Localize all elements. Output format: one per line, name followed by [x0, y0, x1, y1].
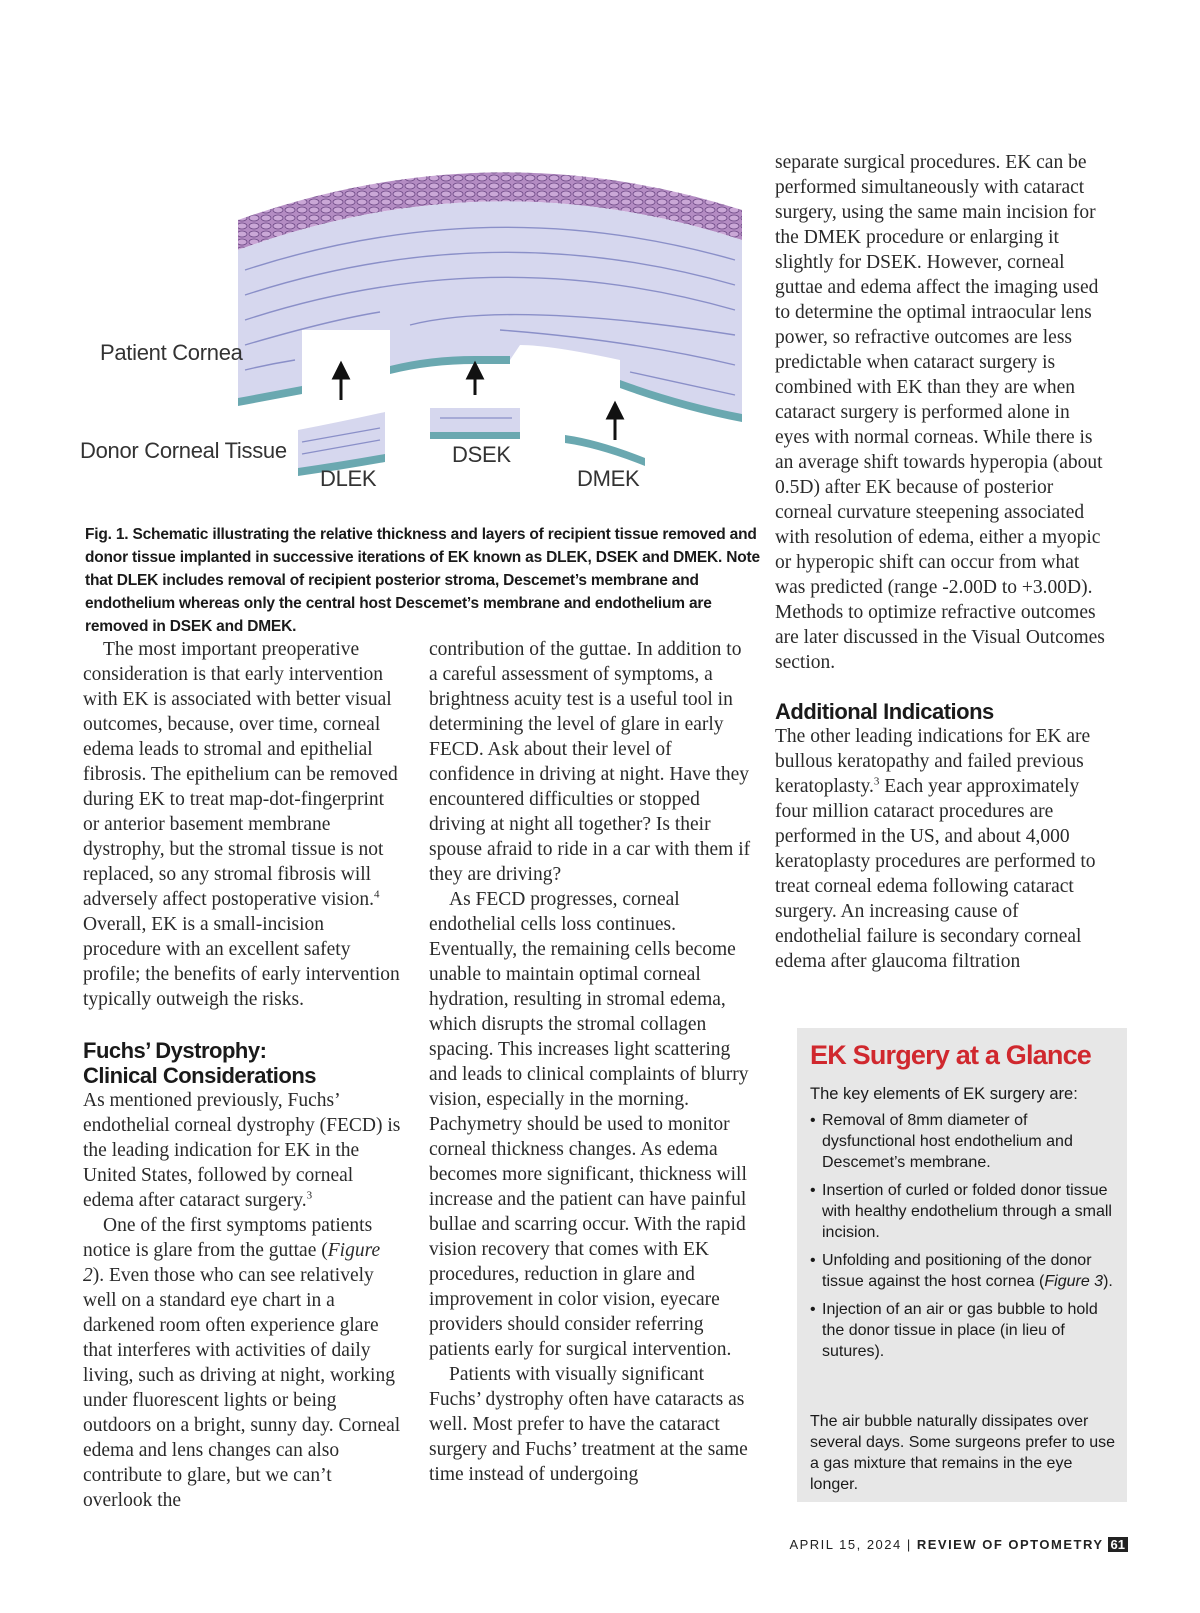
list-item: • Unfolding and positioning of the donor tissue against the host cornea (Figure 3).	[810, 1250, 1115, 1292]
paragraph: separate surgical procedures. EK can be performed simultaneously with cataract surgery, using the same main incision for the DMEK procedure or enlarging it slightly for DSEK. However, corneal guttae and edema affect the imaging used to determine the optimal intraocular lens power, so refractive outcomes are less predictable when cataract surgery is combined with EK than they are when cataract surgery is performed alone in eyes with normal corneas. While there is an average shift towards hyperopia (about 0.5D) after EK because of posterior corneal curvature steepening associated with resolution of edema, either a myopic or hyperopic shift can occur from what was predicted (range -2.00D to +3.00D). Methods to optimize refractive outcomes are later discussed in the Visual Outcomes section.	[775, 152, 1105, 673]
paragraph: As FECD progresses, corneal endothelial cells loss continues. Eventually, the remaining cells become unable to maintain optimal corneal hydration, resulting in stromal edema, which disrupts the stromal collagen spacing. This increases light scattering and leads to clinical complaints of blurry vision, especially in the morning. Pachymetry should be used to monitor corneal thickness changes. As edema becomes more significant, thickness will increase and the patient can have painful bullae and scarring occur. With the rapid vision recovery that comes with EK procedures, reduction in glare and improvement in color vision, eyecare providers should consider referring patients early for surgical intervention.	[429, 889, 749, 1360]
list-item: • Removal of 8mm diameter of dysfunctional host endothelium and Descemet’s membrane.	[810, 1110, 1115, 1173]
page-number: 61	[1108, 1537, 1128, 1552]
label-dmek: DMEK	[577, 466, 640, 491]
column-1	[83, 637, 405, 1513]
label-donor-tissue: Donor Corneal Tissue	[80, 438, 287, 463]
sidebar-outro: The air bubble naturally dissipates over several days. Some surgeons prefer to use a gas mixture that remains in the eye longer.	[810, 1413, 1116, 1493]
list-item: • Insertion of curled or folded donor tissue with healthy endothelium through a small incision.	[810, 1180, 1115, 1243]
sidebar-intro: The key elements of EK surgery are:	[810, 1085, 1078, 1103]
column-3	[775, 150, 1105, 974]
stroma-layer	[238, 201, 742, 418]
footer-publication: REVIEW OF OPTOMETRY	[916, 1537, 1104, 1552]
figure-caption: Fig. 1. Schematic illustrating the relative thickness and layers of recipient tissue removed and donor tissue implanted in successive iterations of EK known as DLEK, DSEK and DMEK. Note that DLEK includes removal of recipient posterior stroma, Descemet’s membrane and endothelium whereas only the central host Descemet’s membrane and endothelium are removed in DSEK and DMEK.	[85, 526, 760, 635]
paragraph: The most important preoperative consideration is that early intervention with EK is associated with better visual outcomes, because, over time, corneal edema leads to stromal and epithelial fibrosis. The epithelium can be removed during EK to treat map-dot-fingerprint or anterior basement membrane dystrophy, but the stromal tissue is not replaced, so any stromal fibrosis will adversely affect postoperative vision.$^4$ Overall, EK is a small-incision procedure with an excellent safety profile; the benefits of early intervention typically outweigh the risks.	[83, 639, 400, 1010]
sidebar-title: EK Surgery at a Glance	[810, 1040, 1092, 1070]
section-heading: Additional Indications	[775, 699, 994, 724]
sidebar-box	[797, 1028, 1127, 1502]
list-item: • Injection of an air or gas bubble to hold the donor tissue in place (in lieu of sutures).	[810, 1299, 1115, 1362]
page-footer	[789, 1537, 1128, 1552]
label-patient-cornea: Patient Cornea	[100, 340, 243, 365]
figure-1	[80, 150, 770, 510]
paragraph: Patients with visually significant Fuchs’ dystrophy often have cataracts as well. Most prefer to have the cataract surgery and Fuchs’ treatment at the same time instead of undergoing	[429, 1364, 748, 1485]
label-dsek: DSEK	[452, 442, 511, 467]
paragraph: contribution of the guttae. In addition to a careful assessment of symptoms, a brightness acuity test is a useful tool in determining the level of glare in early FECD. Ask about their level of confidence in driving at night. Have they encountered difficulties or stopped driving at night all together? Is their spouse afraid to ride in a car with them if they are driving?	[429, 639, 751, 885]
label-dlek: DLEK	[320, 466, 377, 491]
section-heading-line-2: Clinical Considerations	[83, 1063, 316, 1088]
footer-date: APRIL 15, 2024 |	[789, 1537, 917, 1552]
paragraph: One of the first symptoms patients notice is glare from the guttae (Figure 2). Even those who can see relatively well on a standard eye chart in a darkened room often experience glare that interferes with activities of daily living, such as driving at night, working under fluorescent lights or being outdoors on a bright, sunny day. Corneal edema and lens changes can also contribute to glare, but we can’t overlook the	[83, 1215, 401, 1511]
column-2	[429, 637, 751, 1487]
sidebar-list	[810, 1110, 1115, 1369]
paragraph: As mentioned previously, Fuchs’ endothelial corneal dystrophy (FECD) is the leading indication for EK in the United States, followed by corneal edema after cataract surgery.$^3$	[83, 1090, 401, 1211]
dmek-donor	[565, 435, 645, 466]
paragraph: The other leading indications for EK are bullous keratopathy and failed previous keratoplasty.$^3$ Each year approximately four million cataract procedures are performed in the US, and about 4,000 keratoplasty procedures are performed to treat corneal edema following cataract surgery. An increasing cause of endothelial failure is secondary corneal edema after glaucoma filtration	[775, 726, 1096, 972]
section-heading-line-1: Fuchs’ Dystrophy:	[83, 1038, 267, 1063]
dsek-endothelium	[430, 432, 520, 439]
